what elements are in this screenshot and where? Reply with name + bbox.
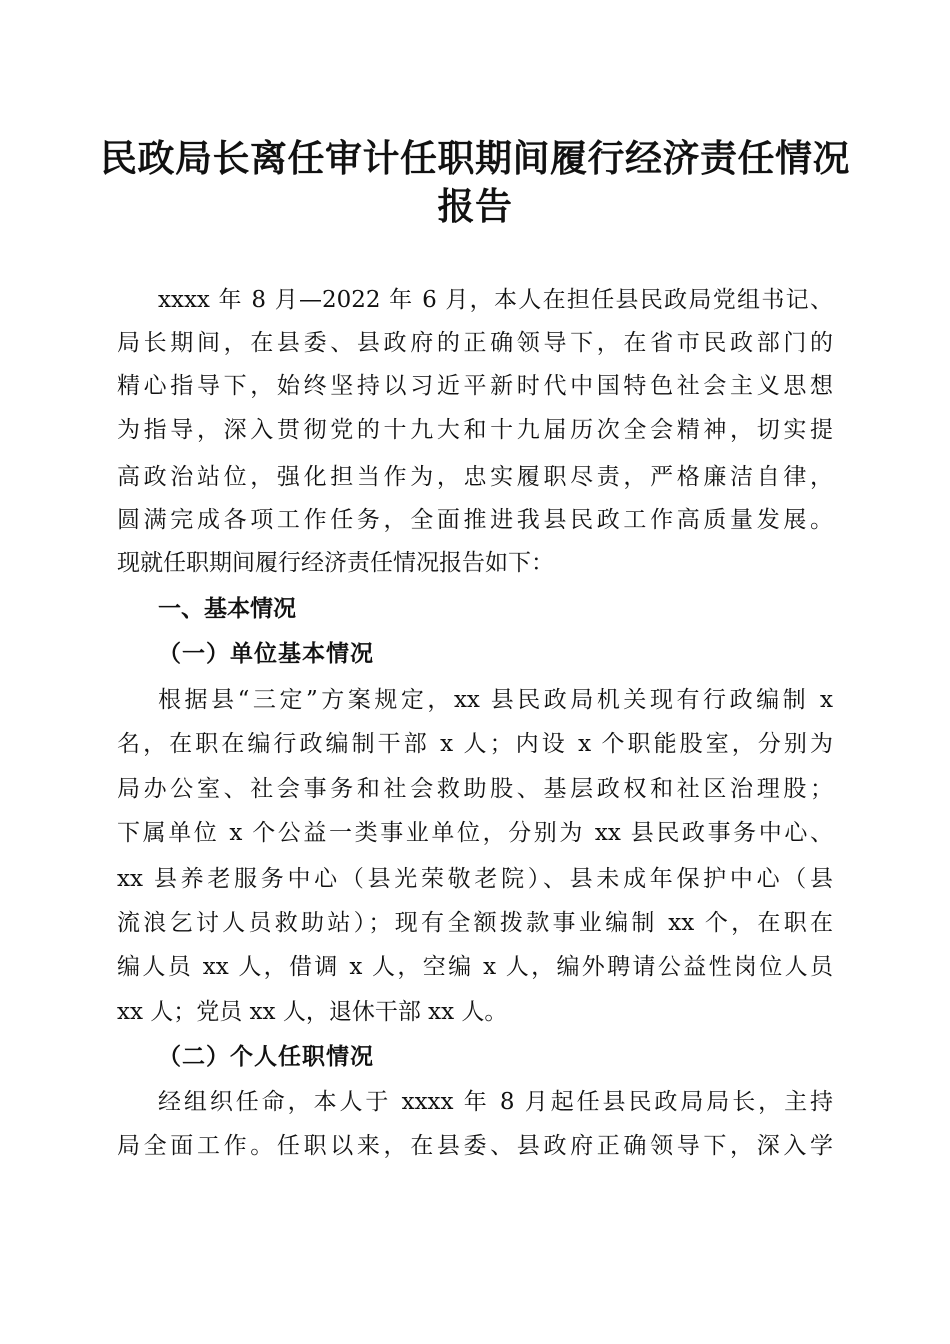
unit-info-line: xx 人；党员 xx 人，退休干部 xx 人。 xyxy=(117,999,508,1025)
unit-info-line: 局办公室、社会事务和社会救助股、基层政权和社区治理股； xyxy=(117,776,833,802)
intro-line: 局长期间，在县委、县政府的正确领导下，在省市民政部门的 xyxy=(117,330,833,356)
intro-line: 圆满完成各项工作任务，全面推进我县民政工作高质量发展。 xyxy=(117,507,833,533)
unit-info-line: 流浪乞讨人员救助站）；现有全额拨款事业编制 xx 个，在职在 xyxy=(117,910,833,936)
document-title-line-1: 民政局长离任审计任职期间履行经济责任情况 xyxy=(100,136,850,180)
unit-info-line: 根据县“三定”方案规定，xx 县民政局机关现有行政编制 x xyxy=(158,687,833,713)
intro-line: xxxx 年 8 月—2022 年 6 月，本人在担任县民政局党组书记、 xyxy=(158,287,833,313)
intro-line: 现就任职期间履行经济责任情况报告如下： xyxy=(117,550,554,576)
section-heading-basic-info: 一、基本情况 xyxy=(158,596,296,622)
personal-info-line: 经组织任命，本人于 xxxx 年 8 月起任县民政局局长，主持 xyxy=(158,1089,833,1115)
unit-info-line: 下属单位 x 个公益一类事业单位，分别为 xx 县民政事务中心、 xyxy=(117,820,833,846)
unit-info-line: 编人员 xx 人，借调 x 人，空编 x 人，编外聘请公益性岗位人员 xyxy=(117,954,833,980)
unit-info-line: xx 县养老服务中心（县光荣敬老院）、县未成年保护中心（县 xyxy=(117,866,833,892)
intro-line: 高政治站位，强化担当作为，忠实履职尽责，严格廉洁自律， xyxy=(117,464,833,490)
subsection-heading-unit-info: （一）单位基本情况 xyxy=(158,640,374,667)
intro-line: 为指导，深入贯彻党的十九大和十九届历次全会精神，切实提 xyxy=(117,417,833,443)
subsection-heading-personal-info: （二）个人任职情况 xyxy=(158,1043,374,1070)
intro-line: 精心指导下，始终坚持以习近平新时代中国特色社会主义思想 xyxy=(117,373,833,399)
unit-info-line: 名，在职在编行政编制干部 x 人；内设 x 个职能股室，分别为 xyxy=(117,731,833,757)
document-title-line-2: 报告 xyxy=(437,184,513,228)
personal-info-line: 局全面工作。任职以来，在县委、县政府正确领导下，深入学 xyxy=(117,1133,833,1159)
